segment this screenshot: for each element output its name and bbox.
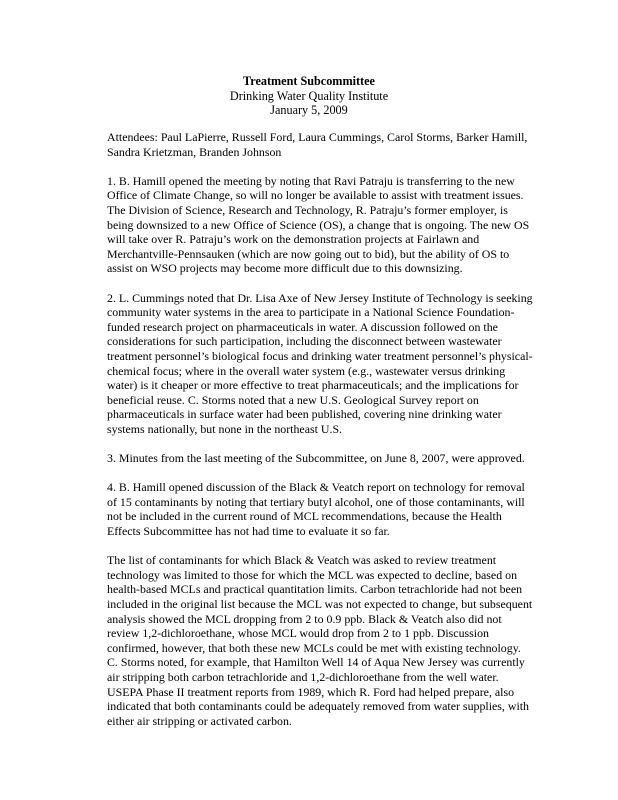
text-line: 2. L. Cummings noted that Dr. Lisa Axe of New Jersey Institute of Technology is seeking xyxy=(107,290,533,305)
item-1-paragraph xyxy=(107,173,530,276)
text-line: health-based MCLs and practical quantitation limits. Carbon tetrachloride had not been xyxy=(107,582,523,597)
text-line: either air stripping or activated carbon. xyxy=(107,713,292,728)
meeting-date: January 5, 2009 xyxy=(270,103,348,118)
text-line: pharmaceuticals in surface water had been published, covering nine drinking water xyxy=(107,407,502,422)
organization-name: Drinking Water Quality Institute xyxy=(229,88,389,103)
text-line: community water systems in the area to participate in a National Science Foundation- xyxy=(107,305,515,320)
document-title: Treatment Subcommittee xyxy=(243,74,375,88)
item-4-paragraph xyxy=(107,480,525,539)
text-line: of 15 contaminants by noting that tertiary butyl alcohol, one of those contaminants, will xyxy=(107,494,525,509)
text-line: Attendees: Paul LaPierre, Russell Ford, Laura Cummings, Carol Storms, Barker Hamill, xyxy=(107,130,528,144)
text-line: not be included in the current round of MCL recommendations, because the Health xyxy=(107,509,502,524)
text-line: technology was limited to those for which the MCL was expected to decline, based on xyxy=(107,567,518,582)
text-line: included in the original list because the MCL was not expected to change, but subsequent xyxy=(107,597,533,611)
text-line: confirmed, however, that both these new MCLs could be met with existing technology. xyxy=(107,640,521,655)
text-line: 3. Minutes from the last meeting of the Subcommittee, on June 8, 2007, were approved. xyxy=(107,451,525,466)
text-line: funded research project on pharmaceuticals in water. A discussion followed on the xyxy=(107,319,498,334)
text-line: beneficial reuse. C. Storms noted that a new U.S. Geological Survey report on xyxy=(107,392,479,407)
text-line: air stripping both carbon tetrachloride and 1,2-dichloroethane from the well water. xyxy=(107,669,499,684)
text-line: 1. B. Hamill opened the meeting by noting that Ravi Patraju is transferring to the new xyxy=(107,173,515,188)
text-line: will take over R. Patraju’s work on the demonstration projects at Fairlawn and xyxy=(107,232,480,247)
text-line: USEPA Phase II treatment reports from 1989, which R. Ford had helped prepare, also xyxy=(107,684,515,699)
document-body xyxy=(107,130,533,743)
document-header xyxy=(0,74,618,118)
text-line: indicated that both contaminants could be adequately removed from water supplies, with xyxy=(107,699,529,714)
attendees-paragraph xyxy=(107,130,528,159)
text-line: assist on WSO projects may become more difficult due to this downsizing. xyxy=(107,261,463,276)
text-line: C. Storms noted, for example, that Hamilton Well 14 of Aqua New Jersey was currently xyxy=(107,655,525,670)
text-line: analysis showed the MCL dropping from 2 to 0.9 ppb. Black & Veatch also did not xyxy=(107,611,502,626)
text-line: treatment personnel’s biological focus and drinking water treatment personnel’s physical- xyxy=(107,348,533,363)
text-line: chemical focus; where in the overall water system (e.g., wastewater versus drinking xyxy=(107,363,506,378)
item-2-paragraph xyxy=(107,290,533,437)
text-line: The list of contaminants for which Black & Veatch was asked to review treatment xyxy=(107,553,497,568)
item-3-paragraph xyxy=(107,451,525,466)
text-line: Office of Climate Change, so will no longer be available to assist with treatment issues. xyxy=(107,188,524,203)
contaminants-paragraph xyxy=(107,553,533,728)
text-line: Sandra Krietzman, Branden Johnson xyxy=(107,144,282,159)
text-line: water) is it cheaper or more effective to treat pharmaceuticals; and the implications for xyxy=(107,378,519,393)
text-line: The Division of Science, Research and Technology, R. Patraju’s former employer, is xyxy=(107,202,508,217)
text-line: 4. B. Hamill opened discussion of the Black & Veatch report on technology for removal xyxy=(107,480,525,495)
text-line: being downsized to a new Office of Science (OS), a change that is ongoing. The new OS xyxy=(107,217,530,232)
text-line: review 1,2-dichloroethane, whose MCL would drop from 2 to 1 ppb. Discussion xyxy=(107,626,489,641)
text-line: considerations for such participation, including the disconnect between wastewater xyxy=(107,334,502,349)
text-line: Effects Subcommittee has not had time to evaluate it so far. xyxy=(107,524,390,539)
text-line: systems nationally, but none in the northeast U.S. xyxy=(107,421,343,436)
text-line: Merchantville-Pennsauken (which are now going out to bid), but the ability of OS to xyxy=(107,246,510,261)
